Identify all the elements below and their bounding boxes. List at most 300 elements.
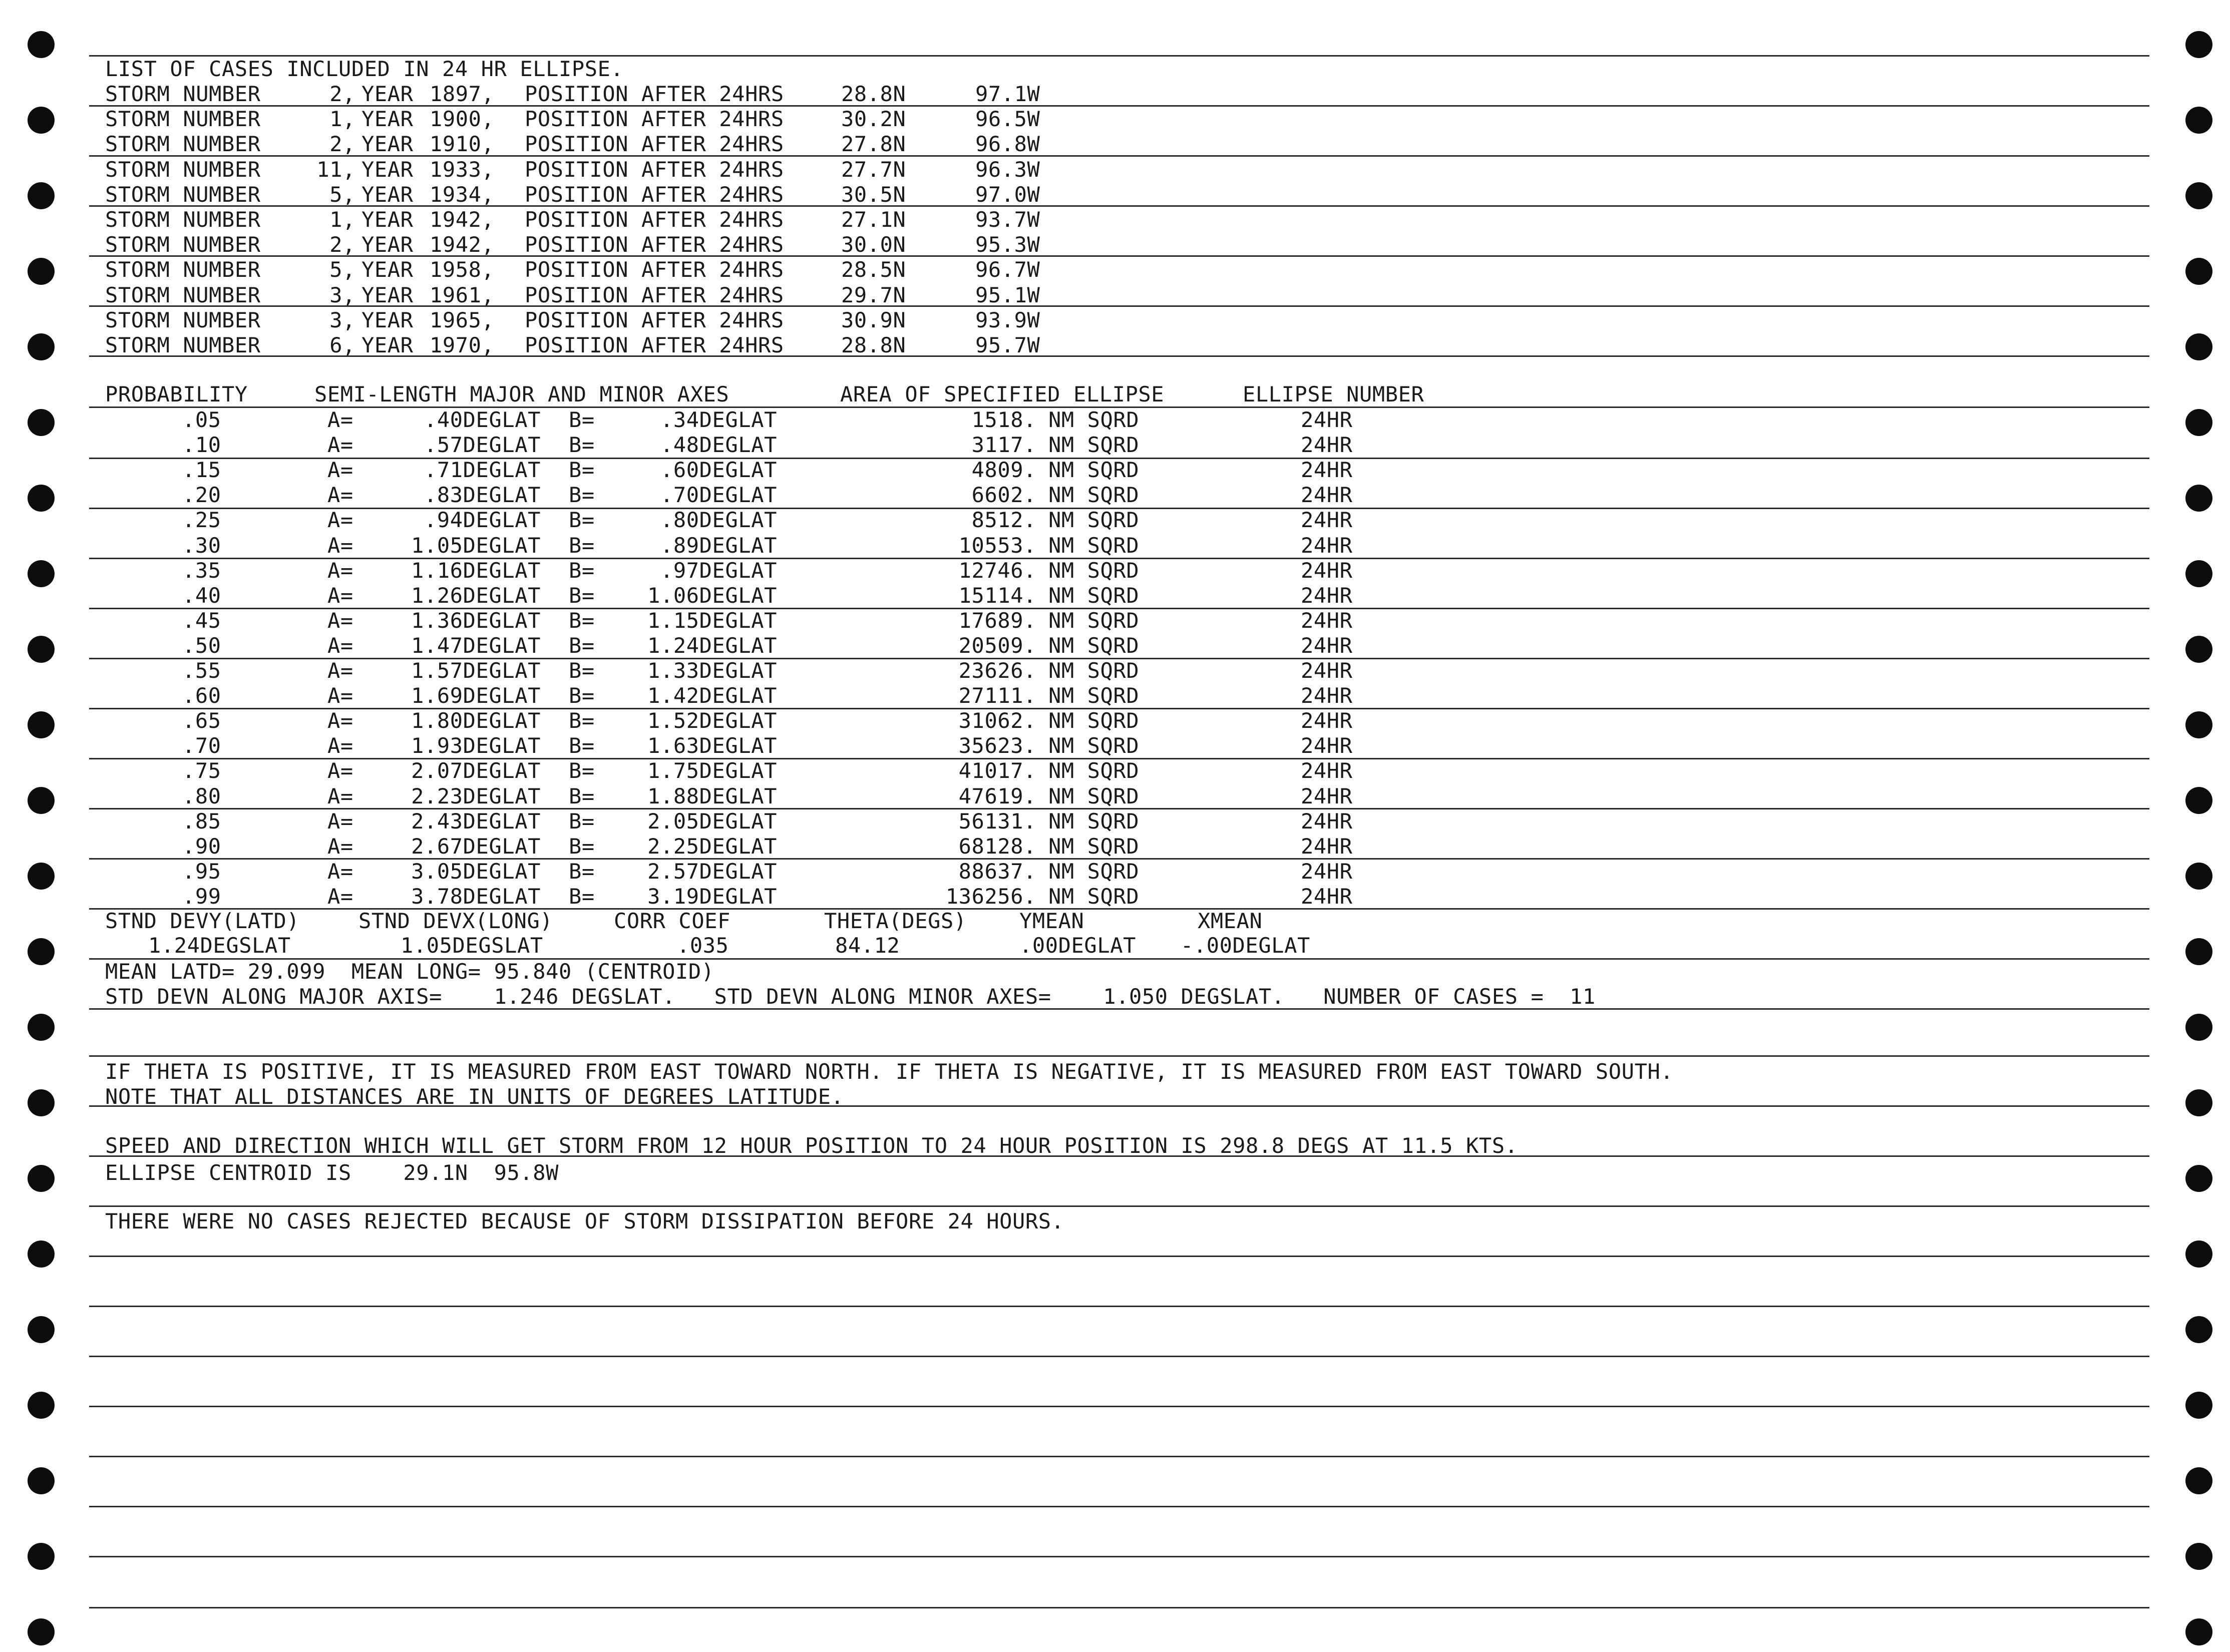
storm-number-label: STORM NUMBER <box>105 182 261 207</box>
tractor-hole <box>2185 636 2212 663</box>
b-value: 3.19DEGLAT <box>647 884 777 909</box>
latitude-value: 30.9N <box>841 307 906 332</box>
area-value: 31062. <box>958 708 1036 733</box>
storm-number-label: STORM NUMBER <box>105 307 261 332</box>
tractor-hole <box>28 938 55 965</box>
longitude-value: 95.7W <box>975 333 1040 357</box>
area-unit: NM SQRD <box>1048 834 1140 859</box>
a-label: A= <box>327 633 353 658</box>
year-label: YEAR <box>361 207 414 232</box>
latitude-value: 27.8N <box>841 132 906 157</box>
year-value: 1933, <box>430 157 495 182</box>
tractor-hole <box>28 409 55 436</box>
tractor-hole <box>2185 31 2212 58</box>
year-label: YEAR <box>361 333 414 357</box>
speed-direction-line: SPEED AND DIRECTION WHICH WILL GET STORM FROM 12 HOUR POSITION TO 24 HOUR POSITION IS 298.8 DEGS AT 11.5 KTS. <box>105 1133 1518 1158</box>
tractor-hole <box>28 1241 55 1268</box>
a-value: 2.23DEGLAT <box>411 783 541 808</box>
ellipse-number-value: 24HR <box>1301 583 1353 608</box>
position-label: POSITION AFTER 24HRS <box>525 307 784 332</box>
area-value: 20509. <box>958 633 1036 658</box>
area-value: 6602. <box>971 483 1036 508</box>
area-value: 23626. <box>958 658 1036 683</box>
b-label: B= <box>569 758 595 783</box>
probability-value: .85 <box>182 808 221 834</box>
area-value: 15114. <box>958 583 1036 608</box>
b-label: B= <box>569 808 595 834</box>
b-value: 2.57DEGLAT <box>647 859 777 884</box>
longitude-value: 93.9W <box>975 307 1040 332</box>
tractor-hole <box>28 1543 55 1570</box>
storm-number-label: STORM NUMBER <box>105 232 261 257</box>
longitude-value: 96.8W <box>975 132 1040 157</box>
rejected-cases-line: THERE WERE NO CASES REJECTED BECAUSE OF STORM DISSIPATION BEFORE 24 HOURS. <box>105 1209 1064 1233</box>
a-value: 1.36DEGLAT <box>411 608 541 633</box>
area-value: 8512. <box>971 508 1036 533</box>
a-label: A= <box>327 783 353 808</box>
b-value: .48DEGLAT <box>660 433 777 458</box>
probability-value: .20 <box>182 483 221 508</box>
longitude-value: 95.3W <box>975 232 1040 257</box>
area-unit: NM SQRD <box>1048 407 1140 432</box>
b-value: .89DEGLAT <box>660 533 777 558</box>
tractor-hole <box>2185 258 2212 285</box>
b-label: B= <box>569 783 595 808</box>
latitude-value: 28.8N <box>841 333 906 357</box>
a-value: 1.93DEGLAT <box>411 733 541 758</box>
b-value: 1.42DEGLAT <box>647 683 777 708</box>
ellipse-number-value: 24HR <box>1301 708 1353 733</box>
a-value: 1.57DEGLAT <box>411 658 541 683</box>
b-label: B= <box>569 483 595 508</box>
longitude-value: 97.0W <box>975 182 1040 207</box>
a-value: 1.05DEGLAT <box>411 533 541 558</box>
tractor-hole <box>28 333 55 360</box>
ellipse-number-value: 24HR <box>1301 508 1353 533</box>
a-value: .94DEGLAT <box>424 508 541 533</box>
area-value: 4809. <box>971 458 1036 483</box>
area-unit: NM SQRD <box>1048 884 1140 909</box>
form-rule <box>89 1506 2149 1507</box>
year-value: 1942, <box>430 232 495 257</box>
tractor-hole <box>2185 409 2212 436</box>
header-probability: PROBABILITY <box>105 382 248 406</box>
form-rule <box>89 1306 2149 1307</box>
longitude-value: 95.1W <box>975 282 1040 307</box>
latitude-value: 28.8N <box>841 82 906 106</box>
probability-value: .35 <box>182 558 221 583</box>
a-label: A= <box>327 834 353 859</box>
area-unit: NM SQRD <box>1048 783 1140 808</box>
b-value: .97DEGLAT <box>660 558 777 583</box>
position-label: POSITION AFTER 24HRS <box>525 107 784 132</box>
a-value: 2.43DEGLAT <box>411 808 541 834</box>
a-value: 3.05DEGLAT <box>411 859 541 884</box>
a-value: 1.80DEGLAT <box>411 708 541 733</box>
storm-number-label: STORM NUMBER <box>105 333 261 357</box>
std-devn-line: STD DEVN ALONG MAJOR AXIS= 1.246 DEGSLAT. STD DEVN ALONG MINOR AXES= 1.050 DEGSLAT. NUMBER OF CASES = 11 <box>105 984 1596 1009</box>
a-value: 1.69DEGLAT <box>411 683 541 708</box>
storm-number-label: STORM NUMBER <box>105 132 261 157</box>
a-label: A= <box>327 433 353 458</box>
probability-value: .95 <box>182 859 221 884</box>
ellipse-number-value: 24HR <box>1301 683 1353 708</box>
probability-value: .10 <box>182 433 221 458</box>
ellipse-number-value: 24HR <box>1301 783 1353 808</box>
form-rule <box>89 1055 2149 1057</box>
tractor-hole <box>2185 1467 2212 1494</box>
list-title: LIST OF CASES INCLUDED IN 24 HR ELLIPSE. <box>105 57 624 81</box>
a-label: A= <box>327 758 353 783</box>
a-label: A= <box>327 733 353 758</box>
tractor-hole <box>2185 182 2212 209</box>
probability-value: .05 <box>182 407 221 432</box>
b-value: .34DEGLAT <box>660 407 777 432</box>
tractor-hole <box>2185 485 2212 512</box>
tractor-hole <box>28 1165 55 1192</box>
b-value: 1.15DEGLAT <box>647 608 777 633</box>
tractor-hole <box>28 107 55 134</box>
position-label: POSITION AFTER 24HRS <box>525 282 784 307</box>
tractor-hole <box>2185 1165 2212 1192</box>
b-value: .60DEGLAT <box>660 458 777 483</box>
area-unit: NM SQRD <box>1048 508 1140 533</box>
longitude-value: 96.5W <box>975 107 1040 132</box>
storm-number-label: STORM NUMBER <box>105 207 261 232</box>
tractor-hole <box>28 560 55 587</box>
year-label: YEAR <box>361 282 414 307</box>
a-value: 2.07DEGLAT <box>411 758 541 783</box>
b-value: 1.88DEGLAT <box>647 783 777 808</box>
ellipse-number-value: 24HR <box>1301 884 1353 909</box>
storm-number-value: 3, <box>329 282 355 307</box>
tractor-hole <box>2185 1089 2212 1116</box>
a-label: A= <box>327 808 353 834</box>
year-value: 1910, <box>430 132 495 157</box>
probability-value: .40 <box>182 583 221 608</box>
year-label: YEAR <box>361 257 414 282</box>
probability-value: .99 <box>182 884 221 909</box>
year-value: 1965, <box>430 307 495 332</box>
b-label: B= <box>569 407 595 432</box>
longitude-value: 97.1W <box>975 82 1040 106</box>
area-value: 10553. <box>958 533 1036 558</box>
form-rule <box>89 1556 2149 1557</box>
ellipse-number-value: 24HR <box>1301 658 1353 683</box>
area-unit: NM SQRD <box>1048 708 1140 733</box>
tractor-hole <box>28 258 55 285</box>
a-label: A= <box>327 407 353 432</box>
area-unit: NM SQRD <box>1048 859 1140 884</box>
area-unit: NM SQRD <box>1048 558 1140 583</box>
year-label: YEAR <box>361 82 414 106</box>
tractor-hole <box>28 863 55 890</box>
storm-number-value: 1, <box>329 107 355 132</box>
probability-value: .30 <box>182 533 221 558</box>
stats-header-theta: THETA(DEGS) <box>824 909 967 933</box>
a-label: A= <box>327 708 353 733</box>
tractor-hole <box>2185 711 2212 738</box>
storm-number-label: STORM NUMBER <box>105 157 261 182</box>
b-value: .80DEGLAT <box>660 508 777 533</box>
tractor-hole <box>2185 1316 2212 1343</box>
form-rule <box>89 1356 2149 1357</box>
probability-value: .55 <box>182 658 221 683</box>
area-value: 68128. <box>958 834 1036 859</box>
year-label: YEAR <box>361 107 414 132</box>
storm-number-value: 11, <box>316 157 355 182</box>
year-value: 1961, <box>430 282 495 307</box>
area-unit: NM SQRD <box>1048 433 1140 458</box>
latitude-value: 30.5N <box>841 182 906 207</box>
tractor-hole <box>2185 863 2212 890</box>
year-label: YEAR <box>361 132 414 157</box>
b-value: 1.75DEGLAT <box>647 758 777 783</box>
a-label: A= <box>327 533 353 558</box>
probability-value: .60 <box>182 683 221 708</box>
b-value: 1.52DEGLAT <box>647 708 777 733</box>
a-value: .57DEGLAT <box>424 433 541 458</box>
tractor-hole <box>2185 1241 2212 1268</box>
b-value: 1.24DEGLAT <box>647 633 777 658</box>
area-value: 17689. <box>958 608 1036 633</box>
year-value: 1900, <box>430 107 495 132</box>
probability-value: .90 <box>182 834 221 859</box>
b-label: B= <box>569 458 595 483</box>
form-rule <box>89 1607 2149 1608</box>
position-label: POSITION AFTER 24HRS <box>525 132 784 157</box>
stats-value-ymean: .00DEGLAT <box>1019 933 1136 958</box>
probability-value: .25 <box>182 508 221 533</box>
area-value: 27111. <box>958 683 1036 708</box>
tractor-hole <box>28 182 55 209</box>
form-rule <box>89 1456 2149 1457</box>
position-label: POSITION AFTER 24HRS <box>525 157 784 182</box>
form-rule <box>89 1256 2149 1257</box>
area-value: 35623. <box>958 733 1036 758</box>
tractor-hole <box>28 31 55 58</box>
a-value: 1.16DEGLAT <box>411 558 541 583</box>
b-label: B= <box>569 658 595 683</box>
stats-value-theta: 84.12 <box>835 933 900 958</box>
a-value: .83DEGLAT <box>424 483 541 508</box>
b-label: B= <box>569 683 595 708</box>
area-unit: NM SQRD <box>1048 733 1140 758</box>
b-label: B= <box>569 708 595 733</box>
a-label: A= <box>327 884 353 909</box>
position-label: POSITION AFTER 24HRS <box>525 232 784 257</box>
ellipse-number-value: 24HR <box>1301 458 1353 483</box>
ellipse-number-value: 24HR <box>1301 407 1353 432</box>
stats-value-stnd-devy: 1.24DEGSLAT <box>148 933 291 958</box>
year-value: 1897, <box>430 82 495 106</box>
area-value: 136256. <box>945 884 1036 909</box>
area-unit: NM SQRD <box>1048 758 1140 783</box>
stats-value-stnd-devx: 1.05DEGSLAT <box>401 933 543 958</box>
year-value: 1934, <box>430 182 495 207</box>
a-label: A= <box>327 458 353 483</box>
b-value: 1.63DEGLAT <box>647 733 777 758</box>
b-label: B= <box>569 608 595 633</box>
area-unit: NM SQRD <box>1048 583 1140 608</box>
ellipse-centroid-line: ELLIPSE CENTROID IS 29.1N 95.8W <box>105 1160 559 1185</box>
form-rule <box>89 1205 2149 1207</box>
longitude-value: 96.3W <box>975 157 1040 182</box>
area-unit: NM SQRD <box>1048 808 1140 834</box>
form-rule <box>89 1406 2149 1407</box>
b-label: B= <box>569 508 595 533</box>
probability-value: .65 <box>182 708 221 733</box>
stats-header-ymean: YMEAN <box>1019 909 1084 933</box>
a-label: A= <box>327 483 353 508</box>
stats-header-stnd-devx: STND DEVX(LONG) <box>358 909 553 933</box>
probability-value: .45 <box>182 608 221 633</box>
a-value: 3.78DEGLAT <box>411 884 541 909</box>
latitude-value: 29.7N <box>841 282 906 307</box>
probability-value: .15 <box>182 458 221 483</box>
stats-value-corr-coef: .035 <box>677 933 729 958</box>
ellipse-number-value: 24HR <box>1301 733 1353 758</box>
probability-value: .75 <box>182 758 221 783</box>
year-label: YEAR <box>361 307 414 332</box>
latitude-value: 27.1N <box>841 207 906 232</box>
ellipse-number-value: 24HR <box>1301 558 1353 583</box>
area-unit: NM SQRD <box>1048 483 1140 508</box>
tractor-hole <box>2185 1014 2212 1041</box>
a-value: 1.47DEGLAT <box>411 633 541 658</box>
ellipse-number-value: 24HR <box>1301 859 1353 884</box>
ellipse-number-value: 24HR <box>1301 483 1353 508</box>
area-unit: NM SQRD <box>1048 658 1140 683</box>
tractor-hole <box>28 1467 55 1494</box>
b-value: 1.06DEGLAT <box>647 583 777 608</box>
tractor-hole <box>2185 1543 2212 1570</box>
position-label: POSITION AFTER 24HRS <box>525 182 784 207</box>
b-value: 2.25DEGLAT <box>647 834 777 859</box>
a-label: A= <box>327 508 353 533</box>
tractor-hole <box>28 711 55 738</box>
position-label: POSITION AFTER 24HRS <box>525 82 784 106</box>
distance-note: NOTE THAT ALL DISTANCES ARE IN UNITS OF DEGREES LATITUDE. <box>105 1084 844 1109</box>
storm-number-value: 5, <box>329 182 355 207</box>
area-value: 12746. <box>958 558 1036 583</box>
area-unit: NM SQRD <box>1048 633 1140 658</box>
area-value: 3117. <box>971 433 1036 458</box>
a-label: A= <box>327 859 353 884</box>
b-label: B= <box>569 834 595 859</box>
year-value: 1942, <box>430 207 495 232</box>
ellipse-number-value: 24HR <box>1301 433 1353 458</box>
area-unit: NM SQRD <box>1048 683 1140 708</box>
ellipse-number-value: 24HR <box>1301 533 1353 558</box>
b-value: .70DEGLAT <box>660 483 777 508</box>
year-label: YEAR <box>361 157 414 182</box>
a-label: A= <box>327 583 353 608</box>
tractor-hole <box>28 1089 55 1116</box>
a-value: 1.26DEGLAT <box>411 583 541 608</box>
storm-number-label: STORM NUMBER <box>105 107 261 132</box>
b-label: B= <box>569 733 595 758</box>
tractor-hole <box>28 485 55 512</box>
stats-value-xmean: -.00DEGLAT <box>1181 933 1310 958</box>
a-label: A= <box>327 658 353 683</box>
a-label: A= <box>327 558 353 583</box>
tractor-hole <box>2185 1618 2212 1645</box>
b-label: B= <box>569 583 595 608</box>
area-unit: NM SQRD <box>1048 608 1140 633</box>
a-label: A= <box>327 608 353 633</box>
tractor-hole <box>28 636 55 663</box>
area-value: 88637. <box>958 859 1036 884</box>
storm-number-value: 2, <box>329 132 355 157</box>
b-label: B= <box>569 884 595 909</box>
position-label: POSITION AFTER 24HRS <box>525 333 784 357</box>
probability-value: .80 <box>182 783 221 808</box>
area-value: 56131. <box>958 808 1036 834</box>
tractor-hole <box>2185 787 2212 814</box>
tractor-holes-left <box>28 0 58 1652</box>
year-label: YEAR <box>361 232 414 257</box>
latitude-value: 30.2N <box>841 107 906 132</box>
b-label: B= <box>569 533 595 558</box>
tractor-hole <box>2185 107 2212 134</box>
a-value: .71DEGLAT <box>424 458 541 483</box>
b-label: B= <box>569 633 595 658</box>
tractor-hole <box>2185 560 2212 587</box>
ellipse-number-value: 24HR <box>1301 608 1353 633</box>
stats-header-xmean: XMEAN <box>1198 909 1263 933</box>
header-ellipse-number: ELLIPSE NUMBER <box>1243 382 1424 406</box>
probability-value: .70 <box>182 733 221 758</box>
area-value: 1518. <box>971 407 1036 432</box>
position-label: POSITION AFTER 24HRS <box>525 257 784 282</box>
storm-number-label: STORM NUMBER <box>105 282 261 307</box>
a-label: A= <box>327 683 353 708</box>
area-unit: NM SQRD <box>1048 533 1140 558</box>
b-label: B= <box>569 558 595 583</box>
tractor-hole <box>2185 333 2212 360</box>
position-label: POSITION AFTER 24HRS <box>525 207 784 232</box>
storm-number-value: 2, <box>329 82 355 106</box>
longitude-value: 93.7W <box>975 207 1040 232</box>
theta-note: IF THETA IS POSITIVE, IT IS MEASURED FROM EAST TOWARD NORTH. IF THETA IS NEGATIVE, IT IS MEASURED FROM EAST TOWARD SOUTH. <box>105 1059 1674 1084</box>
year-value: 1958, <box>430 257 495 282</box>
storm-number-value: 6, <box>329 333 355 357</box>
b-label: B= <box>569 433 595 458</box>
tractor-hole <box>28 787 55 814</box>
area-value: 47619. <box>958 783 1036 808</box>
year-value: 1970, <box>430 333 495 357</box>
tractor-hole <box>28 1392 55 1419</box>
probability-value: .50 <box>182 633 221 658</box>
tractor-holes-right <box>2185 0 2215 1652</box>
ellipse-number-value: 24HR <box>1301 808 1353 834</box>
ellipse-number-value: 24HR <box>1301 758 1353 783</box>
storm-number-value: 5, <box>329 257 355 282</box>
tractor-hole <box>2185 938 2212 965</box>
storm-number-value: 2, <box>329 232 355 257</box>
latitude-value: 28.5N <box>841 257 906 282</box>
header-axes: SEMI-LENGTH MAJOR AND MINOR AXES <box>314 382 729 406</box>
storm-number-label: STORM NUMBER <box>105 257 261 282</box>
latitude-value: 30.0N <box>841 232 906 257</box>
ellipse-number-value: 24HR <box>1301 633 1353 658</box>
b-value: 1.33DEGLAT <box>647 658 777 683</box>
storm-number-value: 3, <box>329 307 355 332</box>
tractor-hole <box>28 1618 55 1645</box>
storm-number-label: STORM NUMBER <box>105 82 261 106</box>
b-label: B= <box>569 859 595 884</box>
